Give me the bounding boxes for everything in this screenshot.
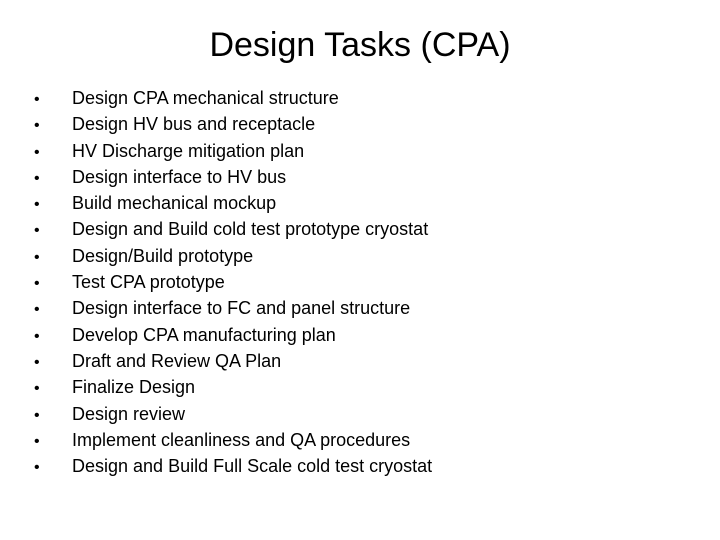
list-item-text: Design interface to FC and panel structure (72, 298, 411, 319)
list-item-text: Design review (72, 403, 186, 424)
list-item-text: Develop CPA manufacturing plan (72, 324, 336, 345)
list-item-text: Design/Build prototype (72, 245, 254, 266)
list-item-text: Design and Build Full Scale cold test cryostat (72, 456, 433, 477)
slide-title: Design Tasks (CPA) (209, 26, 511, 64)
list-item-text: Design and Build cold test prototype cryostat (72, 219, 429, 240)
list-item (34, 216, 694, 242)
list-item (34, 295, 694, 321)
list-item (34, 164, 694, 190)
list-item (34, 269, 694, 295)
list-item-text: Design interface to HV bus (72, 166, 287, 187)
list-item (34, 111, 694, 137)
list-item (34, 243, 694, 269)
list-item-text: Finalize Design (72, 377, 196, 398)
list-item (34, 322, 694, 348)
list-item-text: Test CPA prototype (72, 272, 225, 293)
list-item (34, 374, 694, 400)
list-item-text: Draft and Review QA Plan (72, 350, 282, 371)
list-item (34, 138, 694, 164)
list-item-text: Design CPA mechanical structure (72, 88, 339, 108)
bullet-icon: • (34, 380, 40, 398)
bullet-icon: • (34, 222, 40, 240)
list-item (34, 190, 694, 216)
list-item (34, 85, 694, 111)
list-item (34, 348, 694, 374)
bullet-icon: • (34, 248, 40, 266)
bullet-icon: • (34, 301, 40, 319)
bullet-icon: • (34, 169, 40, 187)
bullet-icon: • (34, 459, 40, 477)
list-item-text: Design HV bus and receptacle (72, 114, 316, 135)
task-bullet-list (34, 85, 694, 479)
list-item-text: HV Discharge mitigation plan (72, 140, 305, 161)
bullet-icon: • (34, 143, 40, 161)
bullet-icon: • (34, 327, 40, 345)
bullet-icon: • (34, 91, 40, 108)
list-item (34, 401, 694, 427)
list-item-text: Build mechanical mockup (72, 193, 277, 214)
bullet-icon: • (34, 275, 40, 293)
bullet-icon: • (34, 353, 40, 371)
bullet-icon: • (34, 117, 40, 135)
list-item-text: Implement cleanliness and QA procedures (72, 429, 411, 450)
list-item (34, 427, 694, 453)
bullet-icon: • (34, 196, 40, 214)
list-item (34, 453, 694, 479)
bullet-icon: • (34, 432, 40, 450)
bullet-icon: • (34, 406, 40, 424)
